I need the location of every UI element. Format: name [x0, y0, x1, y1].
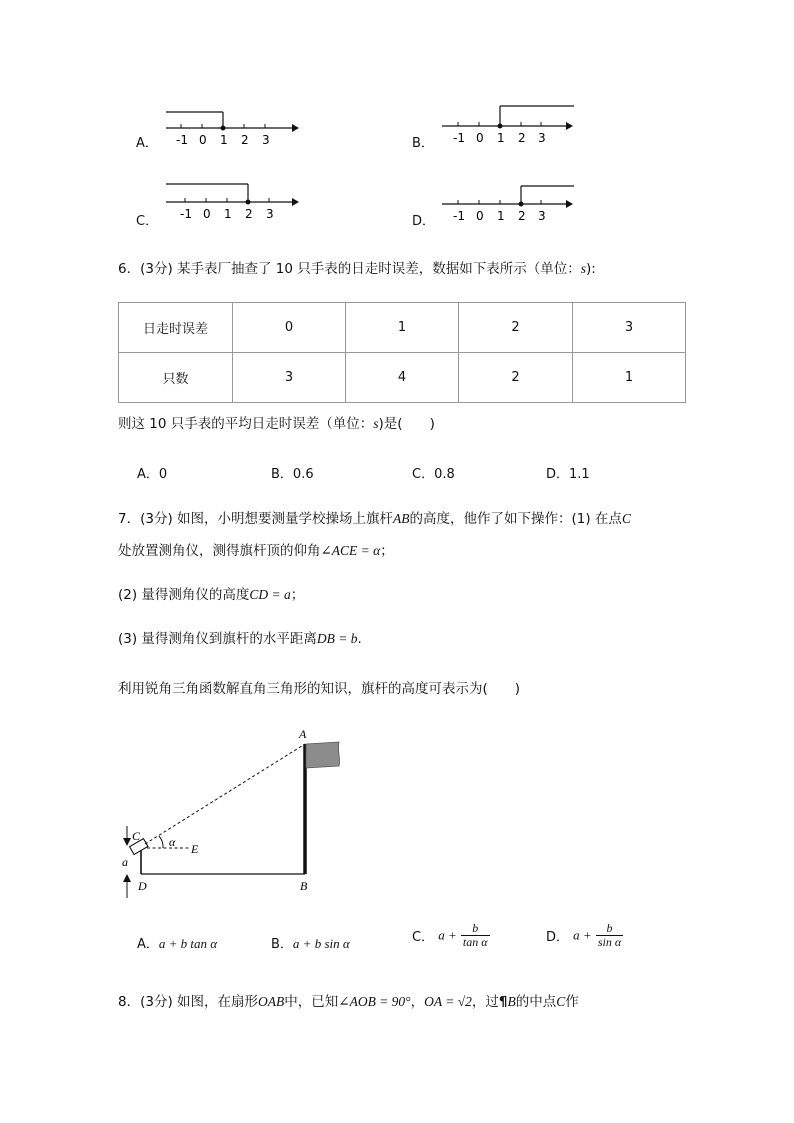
tick-label: 3	[538, 209, 546, 223]
tick-label: -1	[453, 209, 465, 223]
table-cell: 1	[573, 353, 686, 403]
fraction: $\frac{b}{\text{sin α}}$	[597, 921, 622, 950]
fraction: $\frac{b}{\text{tan α}}$	[462, 921, 488, 950]
table-row	[119, 303, 686, 353]
tick-label: -1	[453, 131, 465, 145]
tick-label: 2	[245, 207, 253, 221]
label-height-a: a	[122, 855, 128, 869]
tick-label: 2	[518, 131, 526, 145]
q6-choice-c[interactable]: C．0.8	[412, 467, 455, 482]
tick-label: 0	[199, 133, 207, 147]
tick-label: -1	[180, 207, 192, 221]
number-line-a	[164, 110, 334, 152]
tick-label: 1	[224, 207, 232, 221]
q7-choice-b[interactable]: B．a + b sin α	[271, 936, 350, 952]
label-b: B	[300, 879, 308, 893]
tick-label: 0	[476, 131, 484, 145]
angle-arc	[159, 836, 163, 848]
q5-option-a-label: A．	[136, 136, 158, 151]
q5-option-d-label: D．	[412, 214, 436, 229]
label-alpha: α	[169, 835, 176, 849]
q5-option-b-label: B．	[412, 136, 434, 151]
table-cell: 0	[233, 303, 346, 353]
tick-label: 3	[266, 207, 274, 221]
label-c: C	[132, 829, 141, 843]
table-row	[119, 353, 686, 403]
table-cell: 1	[346, 303, 459, 353]
number-line-d	[440, 184, 580, 226]
tick-label: -1	[176, 133, 188, 147]
q6-choice-a[interactable]: A．0	[137, 467, 168, 482]
table-cell: 2	[459, 353, 573, 403]
flag-shape	[306, 742, 340, 768]
q6-question: 则这 10 只手表的平均日走时误差（单位：s)是( )	[118, 416, 435, 432]
q7-step2: (2) 量得测角仪的高度CD = a；	[118, 587, 305, 603]
tick-label: 0	[203, 207, 211, 221]
q6-choice-b[interactable]: B．0.6	[271, 467, 314, 482]
number-line-c	[164, 182, 334, 226]
tick-label: 2	[518, 209, 526, 223]
q7-flagpole-figure	[115, 722, 355, 902]
tick-label: 1	[497, 131, 505, 145]
table-cell: 2	[459, 303, 573, 353]
number-line-b	[440, 104, 580, 148]
label-e: E	[191, 842, 199, 856]
q7-choice-a[interactable]: A．a + b tan α	[137, 936, 218, 952]
tick-label: 1	[497, 209, 505, 223]
label-a: A	[299, 727, 307, 741]
q6-choice-d[interactable]: D．1.1	[546, 467, 590, 482]
q6-stem: 6．(3分) 某手表厂抽查了 10 只手表的日走时误差，数据如下表所示（单位：s):	[118, 261, 596, 277]
table-cell: 4	[346, 353, 459, 403]
q8-stem-line1: 8．(3分) 如图，在扇形OAB中，已知∠AOB = 90°，OA = √2，过¶B的中点C作	[118, 994, 579, 1010]
tick-label: 2	[241, 133, 249, 147]
tick-label: 3	[262, 133, 270, 147]
tick-label: 1	[220, 133, 228, 147]
table-cell: 3	[233, 353, 346, 403]
q6-data-table	[118, 302, 686, 403]
q7-prompt: 利用锐角三角函数解直角三角形的知识，旗杆的高度可表示为( )	[118, 681, 521, 697]
tick-label: 3	[538, 131, 546, 145]
q7-step3: (3) 量得测角仪到旗杆的水平距离DB = b.	[118, 631, 362, 647]
q7-stem-line1: 7．(3分) 如图，小明想要测量学校操场上旗杆AB的高度，他作了如下操作：(1) 在点C	[118, 511, 631, 527]
tick-label: 0	[476, 209, 484, 223]
table-header-cell: 只数	[119, 353, 233, 403]
q7-choice-d[interactable]: D． a + $\frac{b}{\text{sin α}}$	[546, 921, 622, 950]
sight-line	[145, 744, 305, 844]
q5-option-c-label: C．	[136, 214, 159, 229]
table-cell: 3	[573, 303, 686, 353]
q7-choice-c[interactable]: C． a + $\frac{b}{\text{tan α}}$	[412, 921, 488, 950]
q7-stem-line2: 处放置测角仪，测得旗杆顶的仰角∠ACE = α；	[118, 543, 394, 559]
label-d: D	[138, 879, 147, 893]
table-header-cell: 日走时误差	[119, 303, 233, 353]
